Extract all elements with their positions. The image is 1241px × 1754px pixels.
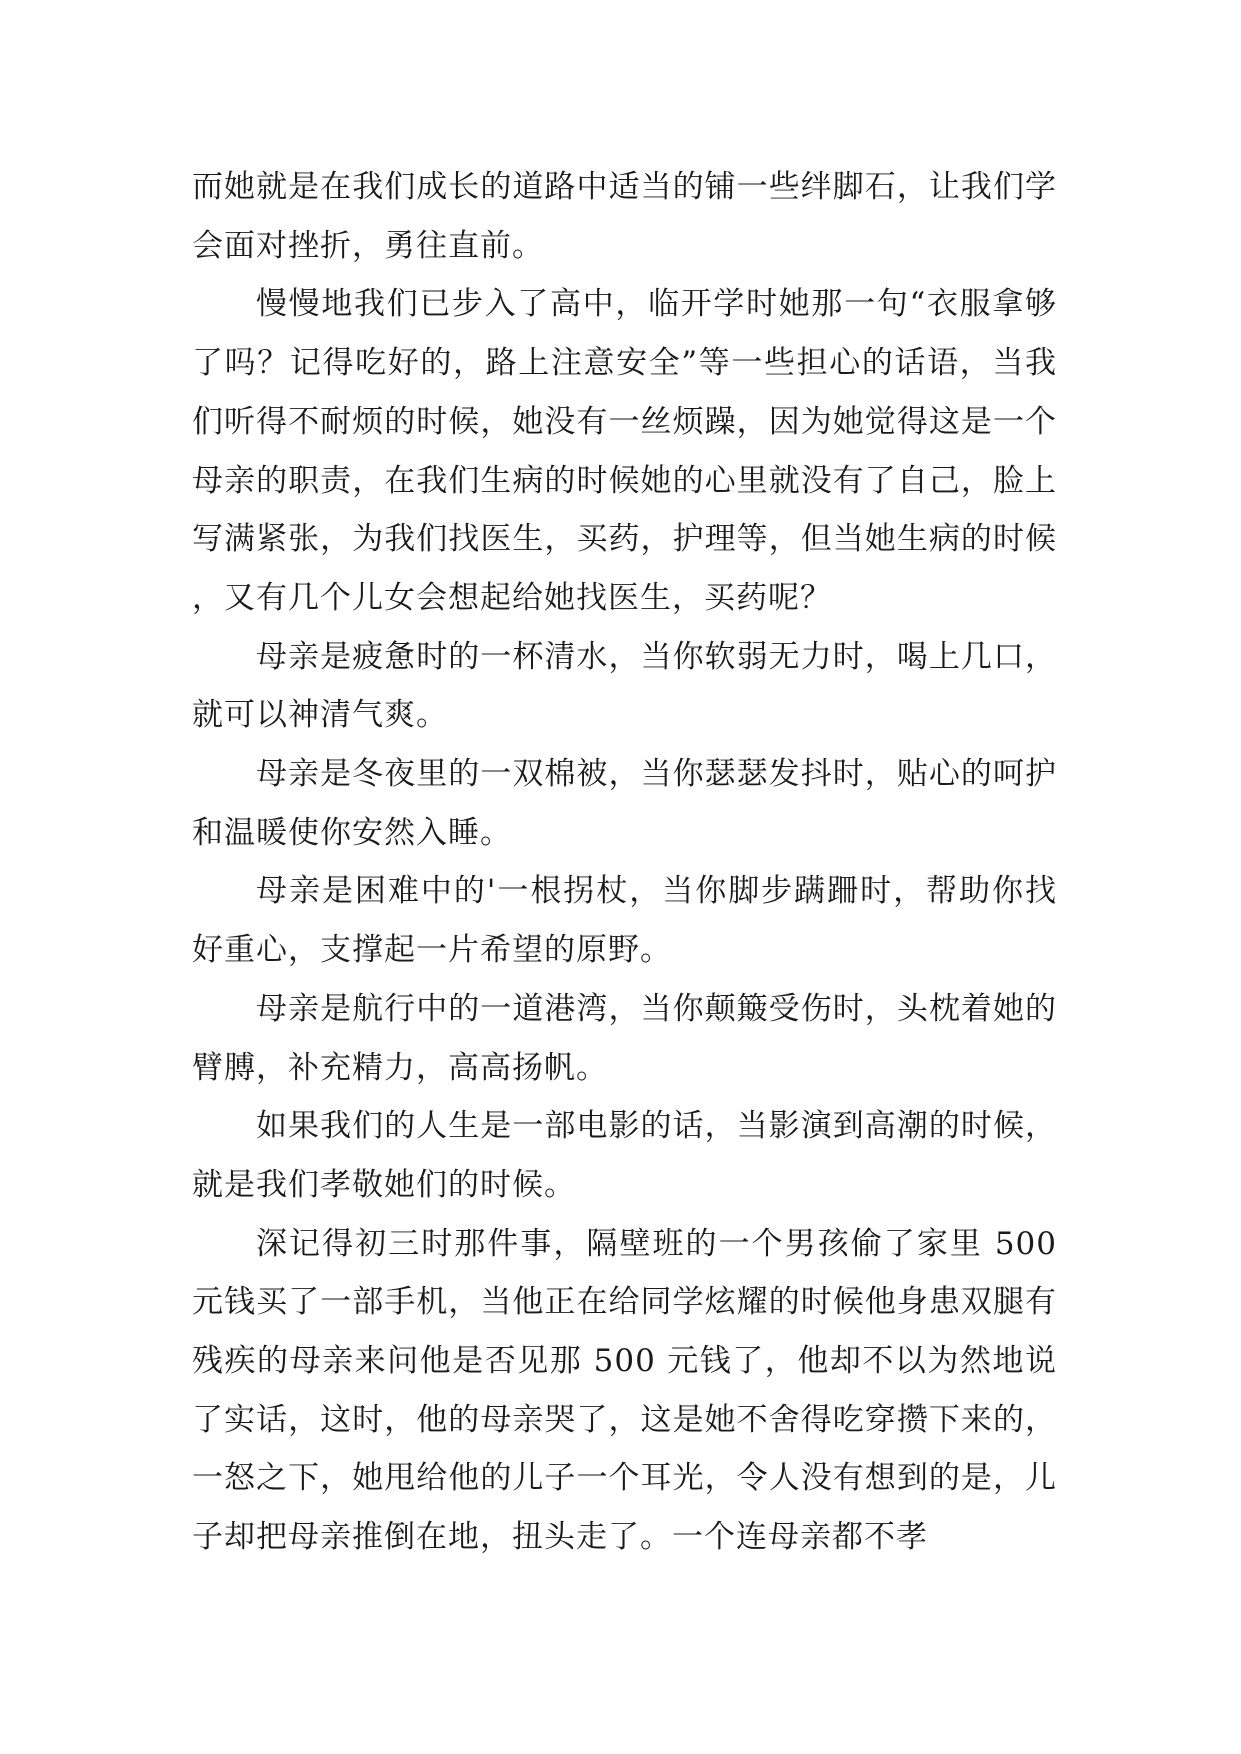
- paragraph-quilt: 母亲是冬夜里的一双棉被，当你瑟瑟发抖时，贴心的呵护和温暖使你安然入睡。: [192, 756, 1057, 851]
- paragraph-continuation: 而她就是在我们成长的道路中适当的铺一些绊脚石，让我们学会面对挫折，勇往直前。: [192, 169, 1057, 264]
- paragraph-clear-water: 母亲是疲惫时的一杯清水，当你软弱无力时，喝上几口，就可以神清气爽。: [192, 638, 1057, 734]
- paragraph-crutch: 母亲是困难中的'一根拐杖，当你脚步蹒跚时，帮助你找好重心，支撑起一片希望的原野。: [192, 873, 1057, 969]
- body-text: [192, 158, 1057, 1567]
- paragraph-story: 深记得初三时那件事，隔壁班的一个男孩偷了家里 500 元钱买了一部手机，当他正在给同学炫耀的时候他身患双腿有残疾的母亲来问他是否见那 500 元钱了，他却不以为然地说了实话，这时，他的母亲哭了，这是她不舍得吃穿攒下来的，一怒之下，她甩给他的儿子一个耳光，令人没有想到的是，儿子却把母亲推倒在地，扭头走了。一个连母亲都不孝: [192, 1225, 1057, 1556]
- paragraph-movie: 如果我们的人生是一部电影的话，当影演到高潮的时候，就是我们孝敬她们的时候。: [192, 1108, 1057, 1203]
- paragraph-high-school: 慢慢地我们已步入了高中，临开学时她那一句“衣服拿够了吗？记得吃好的，路上注意安全”等一些担心的话语，当我们听得不耐烦的时候，她没有一丝烦躁，因为她觉得这是一个母亲的职责，在我们生病的时候她的心里就没有了自己，脸上写满紧张，为我们找医生，买药，护理等，但当她生病的时候，又有几个儿女会想起给她找医生，买药呢？: [192, 286, 1057, 616]
- paragraph-harbor: 母亲是航行中的一道港湾，当你颠簸受伤时，头枕着她的臂膊，补充精力，高高扬帆。: [192, 990, 1057, 1086]
